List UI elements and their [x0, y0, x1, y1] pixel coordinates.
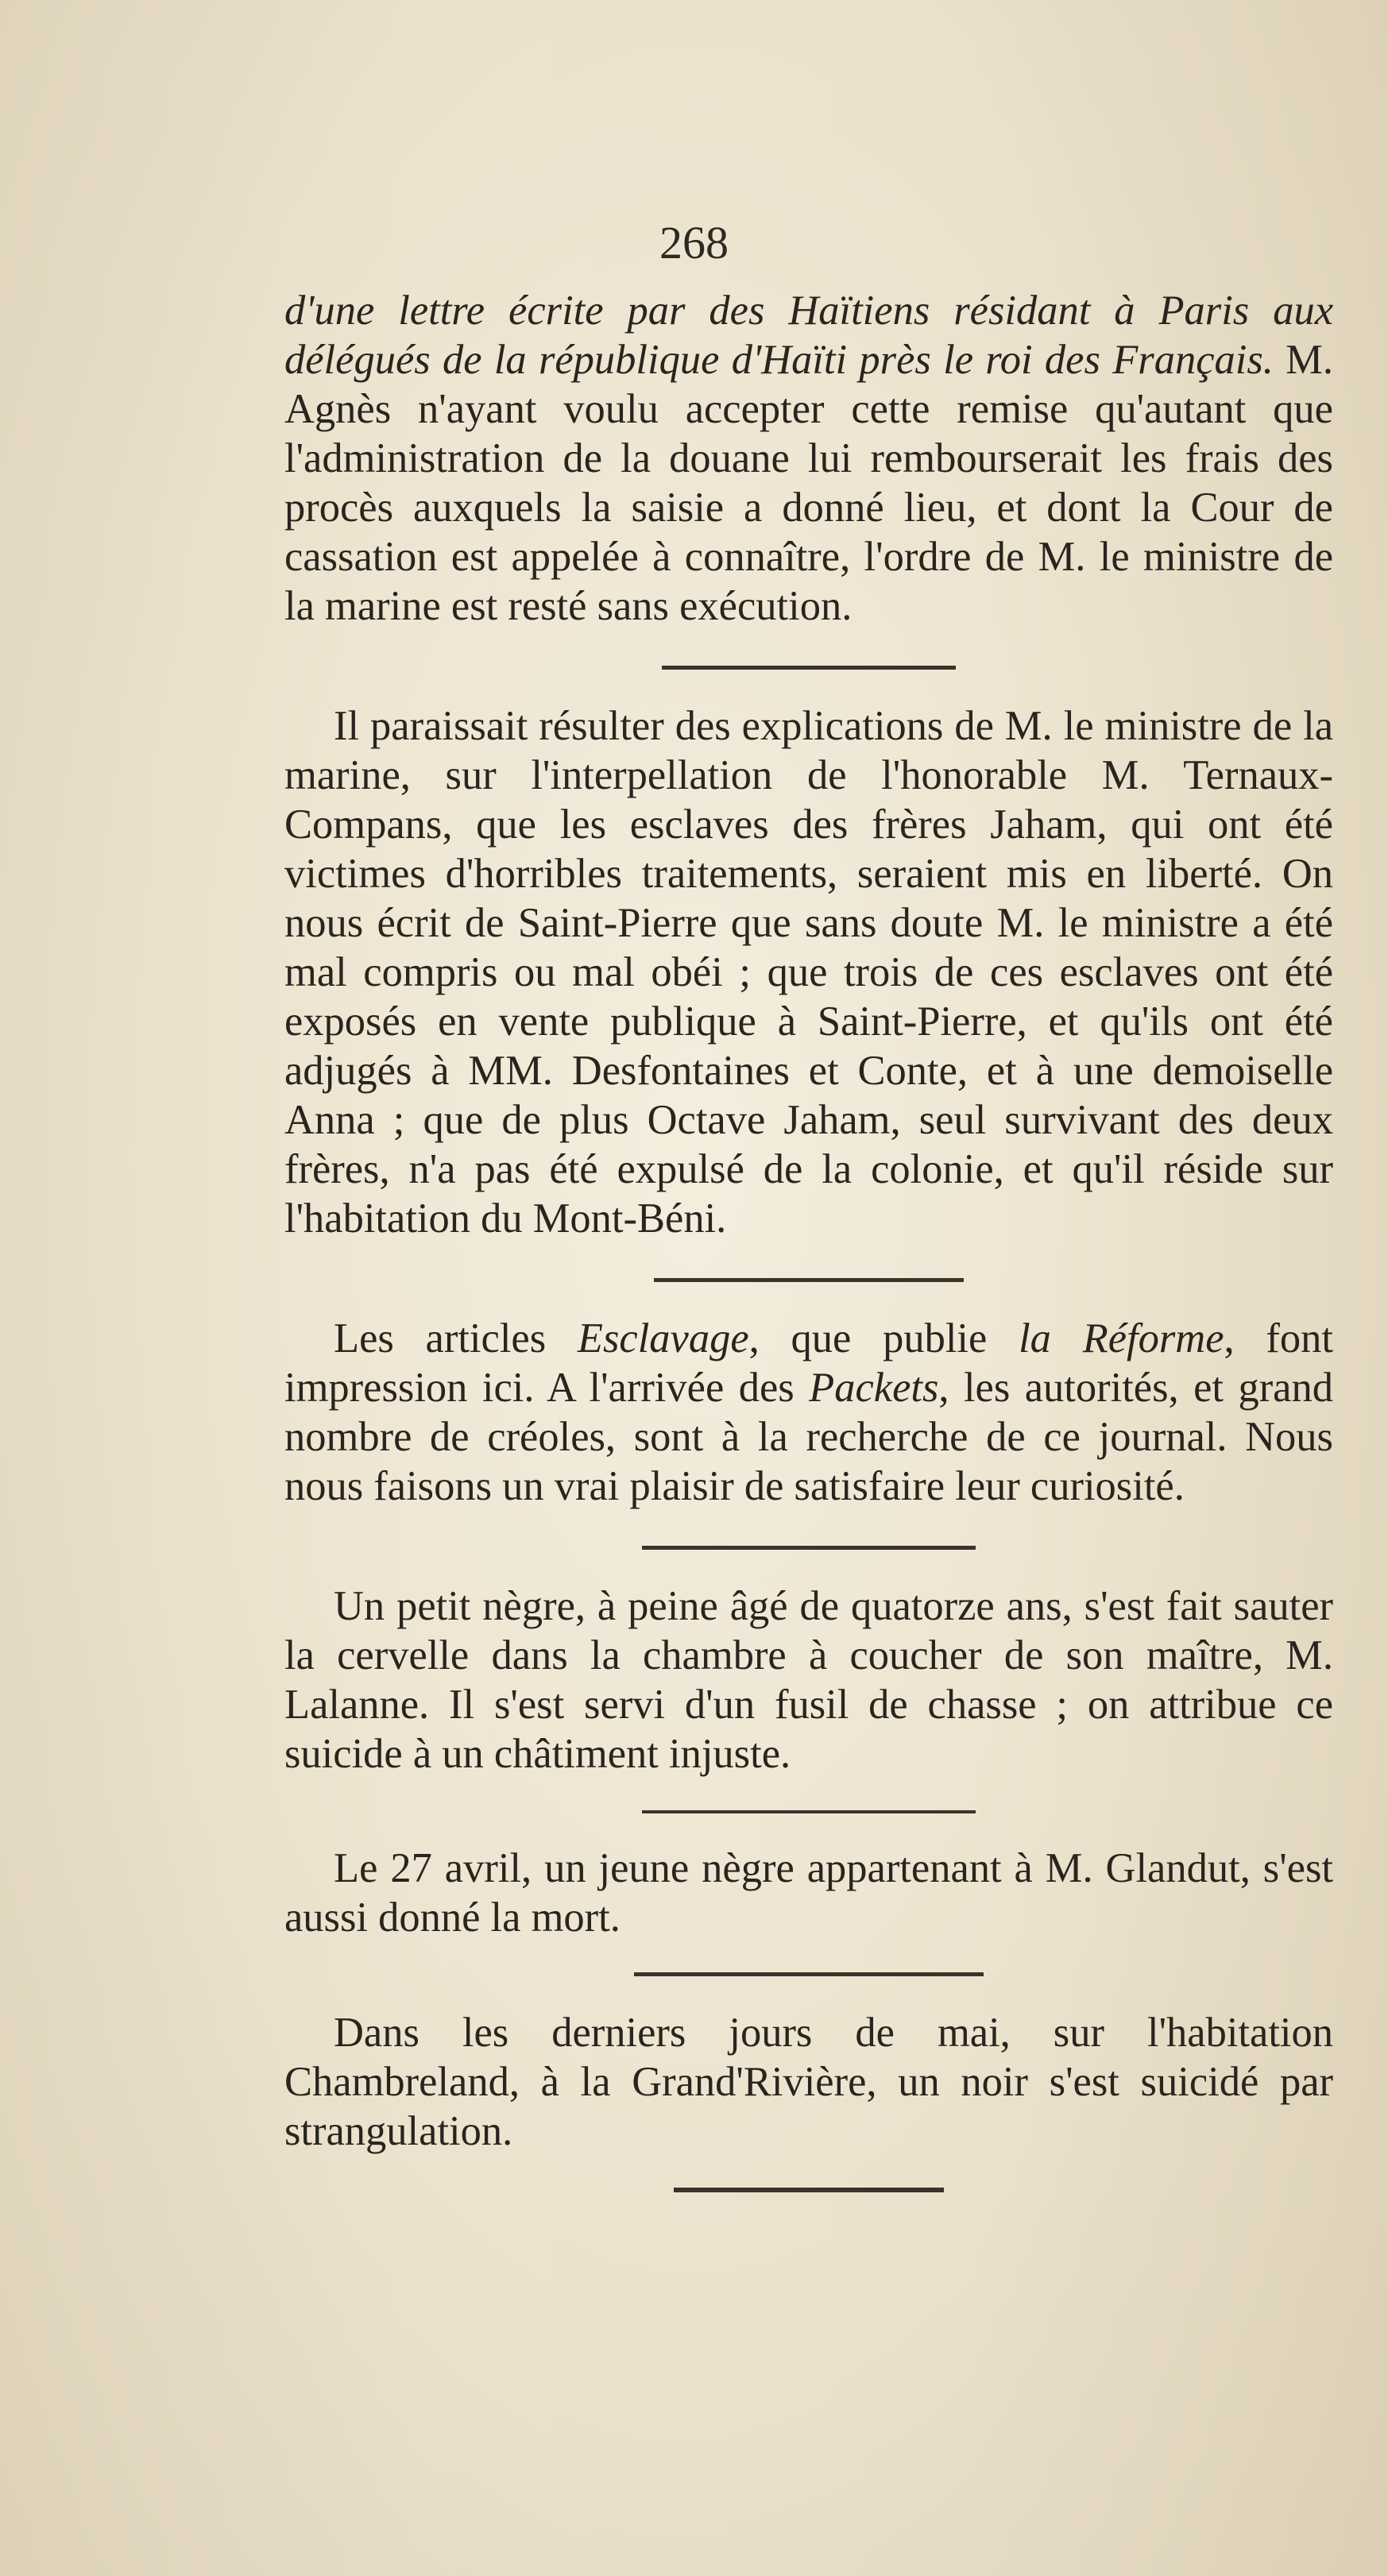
separator-rule [662, 666, 956, 670]
separator-rule [634, 1972, 984, 1976]
paragraph-3-title-reforme: la Réforme [1019, 1315, 1224, 1361]
separator-rule [654, 1278, 964, 1282]
paragraph-3 [284, 1314, 1333, 1511]
paragraph-5-text: Le 27 avril, un jeune nègre appartenant à M. Glandut, s'est aussi donné la mort. [284, 1845, 1333, 1941]
paragraph-2 [284, 701, 1333, 1243]
paragraph-5 [284, 1844, 1333, 1942]
paragraph-2-text: Il paraissait résulter des explications de M. le ministre de la marine, sur l'interpellation de l'honorable M. Ternaux-Compans, que les esclaves des frères Jaham, qui ont été victimes d'horribles traitements, seraient mis en liberté. On nous écrit de Saint-Pierre que sans doute M. le ministre a été mal compris ou mal obéi ; que trois de ces esclaves ont été exposés en vente publique à Saint-Pierre, et qu'ils ont été adjugés à MM. Desfontaines et Conte, et à une demoiselle Anna ; que de plus Octave Jaham, seul survivant des deux frères, n'a pas été expulsé de la colonie, et qu'il réside sur l'habitation du Mont-Béni. [284, 703, 1333, 1242]
paragraph-1-text: M. Agnès n'ayant voulu accepter cette remise qu'autant que l'administration de la douane lui rembourserait les frais des procès auxquels la saisie a donné lieu, et dont la Cour de cassation est appelée à connaître, l'ordre de M. le ministre de la marine est resté sans exécution. [284, 337, 1333, 629]
paragraph-4-text: Un petit nègre, à peine âgé de quatorze ans, s'est fait sauter la cervelle dans la chambre à coucher de son maître, M. Lalanne. Il s'est servi d'un fusil de chasse ; on attribue ce suicide à un châtiment injuste. [284, 1583, 1333, 1777]
paragraph-3-title-esclavage: Esclavage [577, 1315, 749, 1361]
paragraph-3-text-c: , font impression ici. A l'arrivée des [284, 1315, 1333, 1411]
paragraph-3-text-a: Les articles [334, 1315, 578, 1361]
paragraph-1 [284, 286, 1333, 631]
end-rule [674, 2188, 944, 2192]
separator-rule [642, 1810, 976, 1813]
paragraph-6 [284, 2008, 1333, 2156]
page-body [284, 286, 1333, 2192]
page-number: 268 [659, 217, 729, 268]
paragraph-3-text-b: , que publie [748, 1315, 1019, 1361]
paragraph-3-text-d: , les autorités, et grand nombre de créoles, sont à la recherche de ce journal. Nous nous faisons un vrai plaisir de satisfaire leur curiosité. [284, 1365, 1333, 1509]
paragraph-3-title-packets: Packets [809, 1365, 939, 1411]
paragraph-4 [284, 1582, 1333, 1778]
paragraph-1-italic-opening: d'une lettre écrite par des Haïtiens résidant à Paris aux délégués de la république d'Haïti près le roi des Français. [284, 288, 1333, 383]
separator-rule [642, 1546, 976, 1550]
paragraph-6-text: Dans les derniers jours de mai, sur l'habitation Chambreland, à la Grand'Rivière, un noir s'est suicidé par strangulation. [284, 2010, 1333, 2154]
